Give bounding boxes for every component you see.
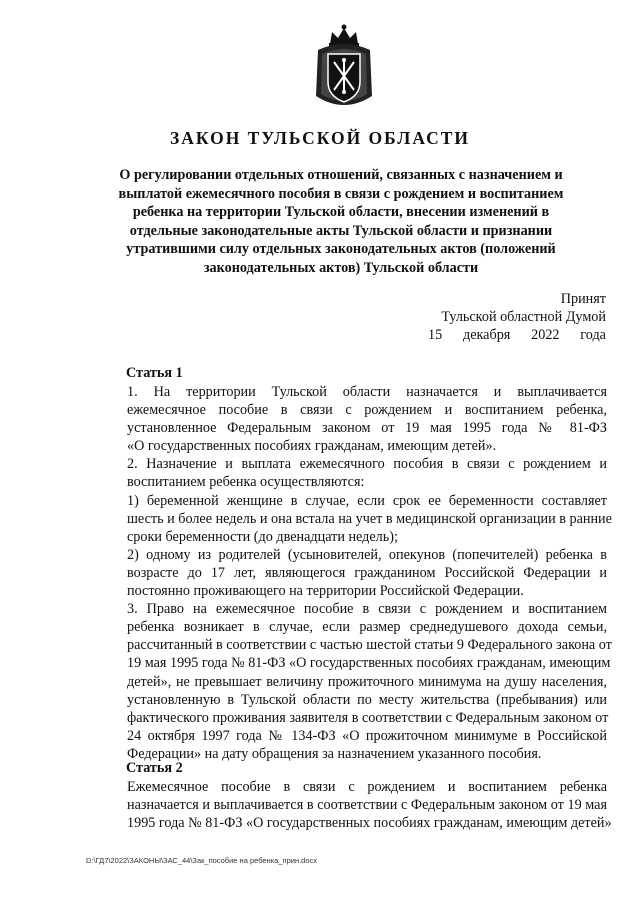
adopted-by: Тульской областной Думой [441, 309, 606, 325]
text-line: сроки беременности (до двенадцати недель); [127, 528, 398, 545]
adoption-block [0, 290, 606, 344]
article-1-paragraph [117, 492, 612, 546]
subtitle-line: законодательных актов) Тульской области [203, 259, 479, 276]
text-line: ежемесячное пособие в связи с рождением и воспитанием ребенка, [127, 402, 607, 419]
article-1-paragraph [117, 455, 607, 491]
text-line: установленное Федеральным законом от 19 мая 1995 года № 81-ФЗ [127, 420, 607, 437]
text-line: 2) одному из родителей (усыновителей, опекунов (попечителей) ребенка в [127, 546, 607, 563]
text-line: постоянно проживающего на территории Российской Федерации. [127, 583, 524, 600]
article-1-paragraph [117, 600, 612, 763]
adoption-date [428, 326, 606, 344]
text-line: Федерации» на дату обращения за назначением указанного пособия. [127, 745, 542, 762]
text-line: Ежемесячное пособие в связи с рождением и воспитанием ребенка [127, 779, 607, 795]
subtitle-line: отдельные законодательные акты Тульской области и признании [129, 222, 553, 239]
text-line: возрасте до 17 лет, являющегося гражданином Российской Федерации и [127, 564, 607, 581]
law-title: ЗАКОН ТУЛЬСКОЙ ОБЛАСТИ [169, 128, 471, 148]
text-line: детей», не превышает величину прожиточного минимума на душу населения, [127, 673, 607, 690]
text-line: 19 мая 1995 года № 81-ФЗ «О государственных пособиях гражданам, имеющим [127, 655, 611, 672]
text-line: фактического проживания заявителя в соответствии с Федеральным законом от [127, 709, 609, 726]
article-2-body [117, 778, 612, 832]
text-line: 3. Право на ежемесячное пособие в связи с рождением и воспитанием [127, 601, 607, 618]
date-suffix: года [580, 327, 606, 343]
text-line: 24 октября 1997 года № 134-ФЗ «О прожиточном минимуме в Российской [127, 727, 607, 744]
file-path-footer: D:\ГД7\2022\ЗАКОНЫ\ЗАС_44\Зак_пособие на ребенка_прин.docx [86, 856, 318, 865]
subtitle-line: ребенка на территории Тульской области, внесении изменений в [132, 204, 550, 221]
text-line: 1995 года № 81-ФЗ «О государственных пособиях гражданам, имеющим детей» [127, 815, 612, 832]
text-line: шесть и более недель и она встала на учет в медицинской организации в ранние [127, 510, 612, 527]
text-line: воспитанием ребенка осуществляются: [127, 474, 365, 491]
text-line: ребенка возникает в случае, если размер среднедушевого дохода семьи, [127, 619, 607, 636]
subtitle-line: О регулировании отдельных отношений, связанных с назначением и [119, 167, 563, 183]
article-1-paragraph [117, 546, 607, 600]
date-day: 15 [428, 327, 443, 343]
article-2-heading: Статья 2 [126, 760, 183, 776]
text-line: назначается и выплачивается в соответствии с Федеральным законом от 19 мая [127, 797, 607, 814]
date-year: 2022 [531, 327, 560, 343]
text-line: 1. На территории Тульской области назначается и выплачивается [127, 384, 607, 400]
text-line: 2. Назначение и выплата ежемесячного пособия в связи с рождением и [127, 456, 607, 473]
article-2-paragraph [117, 778, 612, 832]
subtitle-line: выплатой ежемесячного пособия в связи с рождением и воспитанием [118, 185, 564, 202]
text-line: «О государственных пособиях гражданам, имеющим детей». [127, 438, 497, 455]
subtitle-line: утратившими силу отдельных законодательных актов (положений [126, 241, 556, 258]
text-line: установленную в Тульской области по месту жительства (пребывания) или [127, 691, 607, 708]
text-line: 1) беременной женщине в случае, если срок ее беременности составляет [127, 492, 607, 509]
article-1-paragraph [117, 383, 607, 455]
date-month: декабря [462, 327, 511, 343]
article-1-body [117, 383, 612, 763]
law-subtitle [112, 166, 570, 278]
text-line: рассчитанный в соответствии с частью шестой статьи 9 Федерального закона от [127, 637, 612, 654]
adopted-label: Принят [560, 291, 606, 307]
article-1-heading: Статья 1 [126, 365, 183, 381]
tula-region-coat-of-arms-icon [312, 24, 376, 110]
